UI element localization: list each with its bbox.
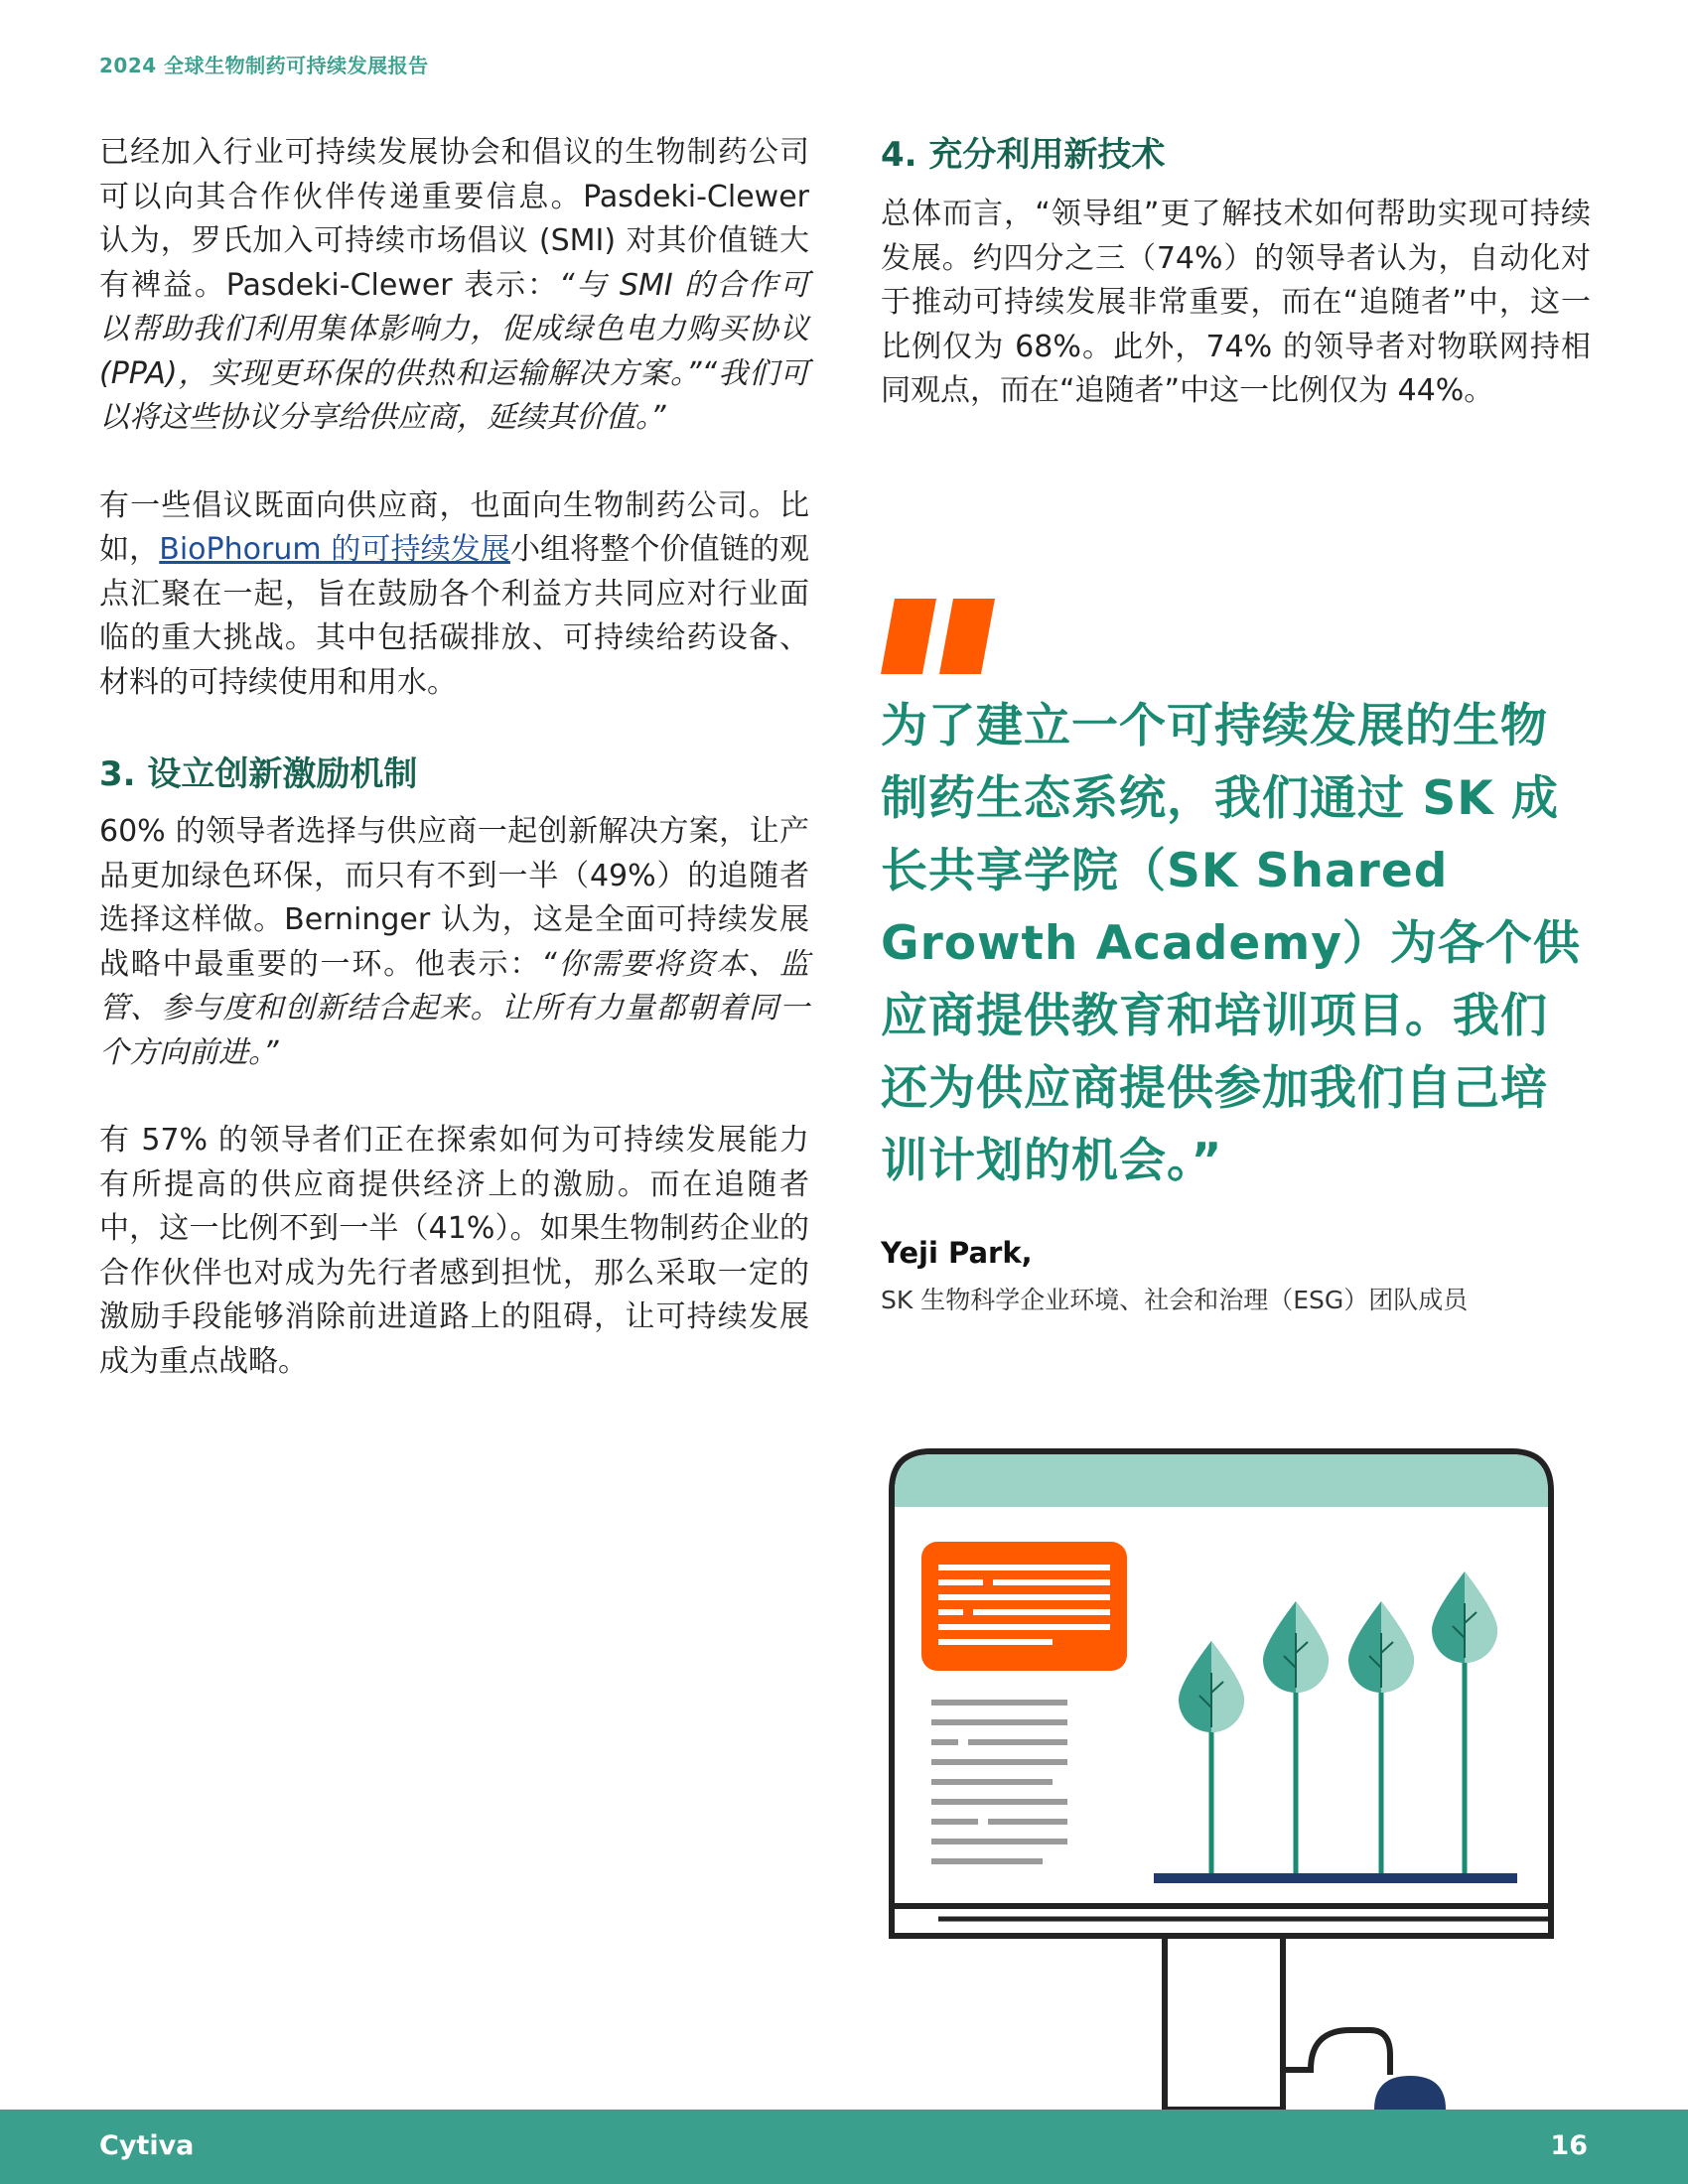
paragraph-technology: 总体而言，“领导组”更了解技术如何帮助实现可持续发展。约四分之三（74%）的领导者认为，自动化对于推动可持续发展非常重要，而在“追随者”中，这一比例仅为 68%。此外，74% 的领导者对物联网持相同观点，而在“追随者”中这一比例仅为 44%。 [881, 197, 1591, 408]
section-heading-new-technology: 4. 充分利用新技术 [881, 135, 1166, 175]
left-column [99, 131, 809, 1384]
quote-author-role: SK 生物科学企业环境、社会和治理（ESG）团队成员 [881, 1286, 1469, 1314]
report-header-title: 2024 全球生物制药可持续发展报告 [99, 54, 429, 77]
right-column [881, 131, 1591, 414]
paragraph-biophorum [99, 484, 809, 706]
paragraph-industry-initiatives [99, 131, 809, 441]
paragraph-text: 小组将整个价值链的观点汇聚在一起，旨在鼓励各个利益方共同应对行业面临的重大挑战。其中包括碳排放、可持续给药设备、材料的可持续使用和用水。 [99, 532, 810, 700]
paragraph-text: 已经加入行业可持续发展协会和倡议的生物制药公司可以向其合作伙伴传递重要信息。Pasdeki-Clewer 认为，罗氏加入可持续市场倡议 (SMI) 对其价值链大有裨益。Pasdeki-Clewer 表示： [99, 135, 809, 303]
monitor-seedlings-illustration [874, 1439, 1569, 2110]
paragraph-text: 60% 的领导者选择与供应商一起创新解决方案，让产品更加绿色环保，而只有不到一半（49%）的追随者选择这样做。Berninger 认为，这是全面可持续发展战略中最重要的一环。他表示： [99, 814, 809, 982]
paragraph-economic-incentives: 有 57% 的领导者们正在探索如何为可持续发展能力有所提高的供应商提供经济上的激励。而在追随者中，这一比例不到一半（41%）。如果生物制药企业的合作伙伴也对成为先行者感到担忧，那么采取一定的激励手段能够消除前进道路上的阻碍，让可持续发展成为重点战略。 [99, 1123, 809, 1379]
page-number: 16 [1550, 2130, 1588, 2161]
biophorum-link[interactable]: BioPhorum 的可持续发展 [159, 532, 510, 567]
berninger-quote: “你需要将资本、监管、参与度和创新结合起来。让所有力量都朝着同一个方向前进。” [99, 946, 809, 1070]
section-heading-innovation-incentives: 3. 设立创新激励机制 [99, 754, 418, 794]
quote-mark-icon [881, 599, 995, 674]
page-footer [0, 2110, 1688, 2184]
roche-quote: “与 SMI 的合作可以帮助我们利用集体影响力，促成绿色电力购买协议 (PPA)，实现更环保的供热和运输解决方案。”“我们可以将这些协议分享给供应商，延续其价值。” [99, 267, 809, 435]
quote-author: Yeji Park, [881, 1236, 1033, 1270]
pull-quote: 为了建立一个可持续发展的生物制药生态系统，我们通过 SK 成长共享学院（SK Shared Growth Academy）为各个供应商提供教育和培训项目。我们还为供应商提供参加我们自己培训计划的机会。” [881, 699, 1581, 1188]
paragraph-innovation [99, 810, 809, 1075]
paragraph-text: 有一些倡议既面向供应商，也面向生物制药公司。比如， [99, 487, 809, 567]
footer-brand: Cytiva [99, 2130, 195, 2161]
